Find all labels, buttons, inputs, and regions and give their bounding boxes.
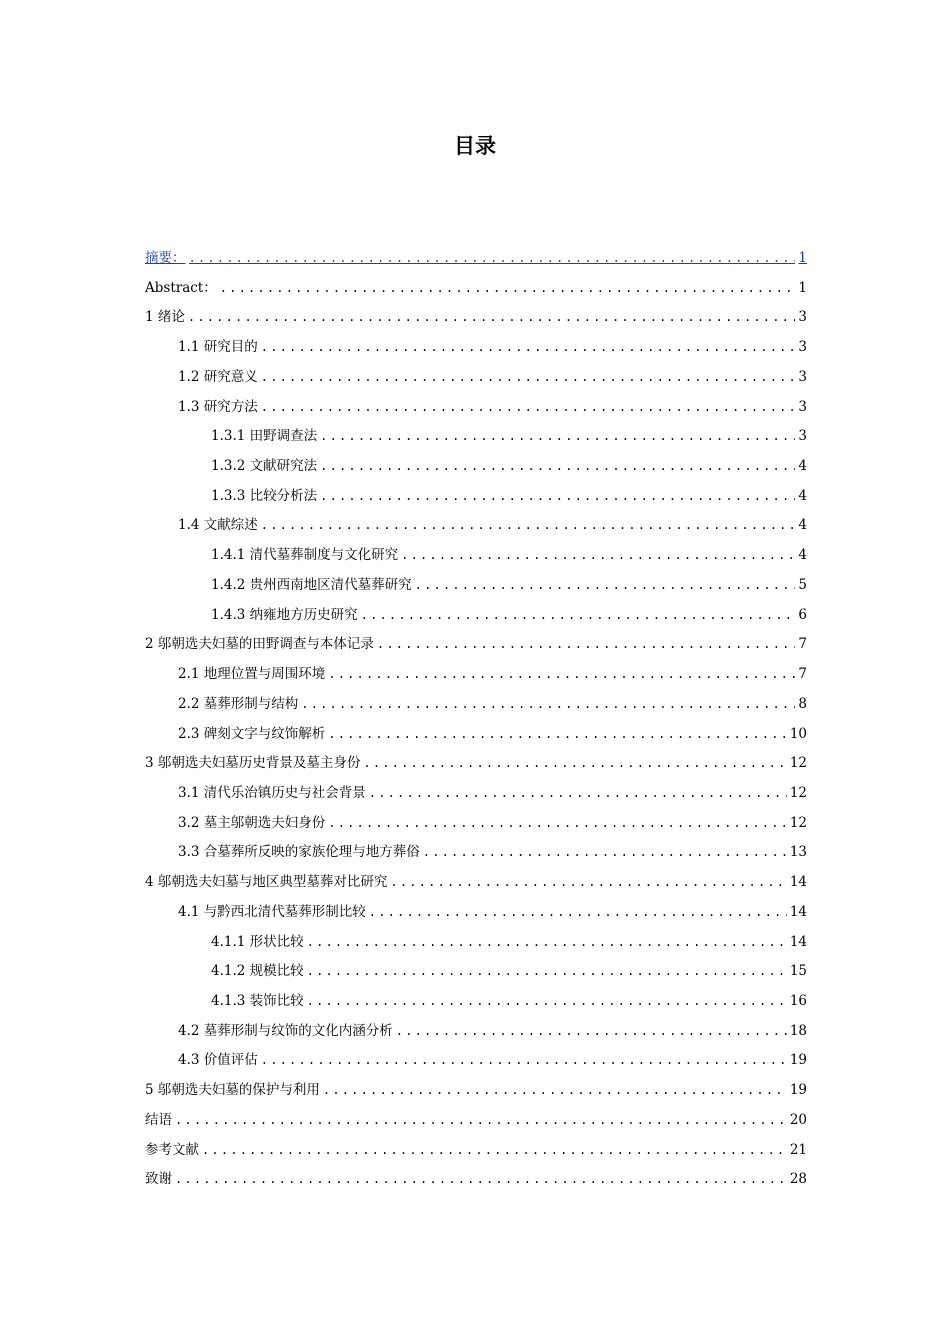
- toc-entry-page-number: 1: [798, 250, 807, 266]
- toc-entry[interactable]: [145, 422, 807, 452]
- toc-dot-leader: [361, 601, 796, 631]
- toc-dot-leader: [175, 1106, 787, 1136]
- toc-entry-title: 2.1 地理位置与周围环境: [178, 666, 326, 683]
- toc-entry[interactable]: [145, 749, 807, 779]
- toc-entry-page-number: 16: [789, 992, 807, 1009]
- toc-entry-title: 参考文献: [145, 1141, 199, 1158]
- toc-entry-title: 结语: [145, 1111, 172, 1128]
- toc-entry-page-number: 3: [798, 339, 807, 356]
- toc-entry-title: 5 邬朝选夫妇墓的保护与利用: [145, 1082, 320, 1099]
- page-title: 目录: [454, 134, 496, 158]
- toc-entry-page-number: 15: [789, 963, 807, 980]
- toc-entry-title: 3.3 合墓葬所反映的家族伦理与地方葬俗: [178, 844, 420, 861]
- toc-entry-title: 3 邬朝选夫妇墓历史背景及墓主身份: [145, 755, 361, 772]
- toc-dot-leader: [396, 1017, 787, 1047]
- toc-dot-leader: [415, 571, 796, 601]
- toc-dot-leader: [328, 809, 787, 839]
- toc-entry[interactable]: [145, 482, 807, 512]
- toc-entry-title: 4.1.1 形状比较: [211, 933, 304, 950]
- toc-entry[interactable]: [145, 393, 807, 423]
- toc-entry-title: 1.4.1 清代墓葬制度与文化研究: [211, 547, 399, 564]
- toc-entry-title: 3.1 清代乐治镇历史与社会背景: [178, 784, 366, 801]
- toc-entry-title: 1.2 研究意义: [178, 368, 258, 385]
- toc-entry-title: 3.2 墓主邬朝选夫妇身份: [178, 814, 326, 831]
- toc-entry-title: 1.3.3 比较分析法: [211, 487, 318, 504]
- toc-entry-title: 4.1.2 规模比较: [211, 963, 304, 980]
- toc-entry[interactable]: [145, 809, 807, 839]
- toc-entry-title: 2.3 碑刻文字与纹饰解析: [178, 725, 326, 742]
- toc-entry-page-number: 7: [798, 666, 807, 683]
- toc-entry[interactable]: [145, 987, 807, 1017]
- toc-entry-title: 摘要：: [145, 250, 186, 266]
- toc-dot-leader: [175, 1165, 787, 1195]
- toc-entry-page-number: 1: [798, 279, 807, 296]
- toc-entry-page-number: 28: [789, 1171, 807, 1188]
- toc-dot-leader: [307, 987, 787, 1017]
- toc-entry[interactable]: [145, 244, 807, 274]
- toc-dot-leader: [188, 303, 796, 333]
- toc-entry-page-number: 5: [798, 576, 807, 593]
- toc-dot-leader: [261, 333, 796, 363]
- toc-entry-page-number: 4: [798, 547, 807, 564]
- toc-dot-leader: [423, 838, 787, 868]
- toc-entry[interactable]: [145, 601, 807, 631]
- toc-dot-leader: [328, 720, 787, 750]
- toc-entry-page-number: 3: [798, 398, 807, 415]
- toc-entry-title: 1.4.3 纳雍地方历史研究: [211, 606, 358, 623]
- toc-dot-leader: [261, 511, 796, 541]
- toc-entry[interactable]: [145, 838, 807, 868]
- toc-dot-leader: [323, 1076, 787, 1106]
- toc-entry-page-number: 4: [798, 517, 807, 534]
- toc-entry-page-number: 12: [789, 784, 807, 801]
- toc-entry-page-number: 19: [789, 1052, 807, 1069]
- toc-entry[interactable]: [145, 690, 807, 720]
- toc-entry-page-number: 14: [789, 933, 807, 950]
- toc-dot-leader: [369, 779, 787, 809]
- toc-entry-page-number: 13: [789, 844, 807, 861]
- toc-entry[interactable]: [145, 571, 807, 601]
- toc-entry-title: 2 邬朝选夫妇墓的田野调查与本体记录: [145, 636, 374, 653]
- toc-dot-leader: [401, 541, 795, 571]
- toc-entry-title: 1 绪论: [145, 309, 185, 326]
- toc-entry-page-number: 4: [798, 458, 807, 475]
- toc-entry-page-number: 3: [798, 309, 807, 326]
- toc-entry-page-number: 18: [789, 1022, 807, 1039]
- toc-dot-leader: [363, 749, 786, 779]
- toc-dot-leader: [220, 274, 796, 304]
- toc-dot-leader: [320, 422, 795, 452]
- toc-dot-leader: [189, 244, 796, 274]
- toc-entry-page-number: 12: [789, 814, 807, 831]
- toc-entry-title: 4.1 与黔西北清代墓葬形制比较: [178, 903, 366, 920]
- toc-entry[interactable]: [145, 1076, 807, 1106]
- toc-entry-page-number: 4: [798, 487, 807, 504]
- toc-entry-page-number: 14: [789, 874, 807, 891]
- toc-entry[interactable]: [145, 660, 807, 690]
- table-of-contents: [145, 244, 807, 1195]
- toc-dot-leader: [377, 630, 796, 660]
- toc-entry[interactable]: [145, 1165, 807, 1195]
- toc-entry-title: 4.1.3 装饰比较: [211, 992, 304, 1009]
- toc-entry[interactable]: [145, 720, 807, 750]
- toc-entry-page-number: 3: [798, 368, 807, 385]
- toc-dot-leader: [261, 363, 796, 393]
- toc-entry-page-number: 3: [798, 428, 807, 445]
- toc-dot-leader: [307, 928, 787, 958]
- toc-entry[interactable]: [145, 928, 807, 958]
- toc-entry-title: 致谢: [145, 1171, 172, 1188]
- toc-dot-leader: [301, 690, 795, 720]
- toc-entry-title: 1.3 研究方法: [178, 398, 258, 415]
- toc-dot-leader: [307, 957, 787, 987]
- toc-entry-page-number: 14: [789, 903, 807, 920]
- toc-dot-leader: [261, 1046, 787, 1076]
- toc-entry-title: 4 邬朝选夫妇墓与地区典型墓葬对比研究: [145, 874, 388, 891]
- toc-entry[interactable]: [145, 868, 807, 898]
- toc-entry[interactable]: [145, 779, 807, 809]
- toc-entry-page-number: 6: [798, 606, 807, 623]
- toc-entry-title: 1.4 文献综述: [178, 517, 258, 534]
- toc-entry-title: 1.1 研究目的: [178, 339, 258, 356]
- toc-dot-leader: [202, 1136, 787, 1166]
- toc-entry-page-number: 12: [789, 755, 807, 772]
- toc-entry[interactable]: [145, 303, 807, 333]
- toc-entry-title: 1.3.1 田野调查法: [211, 428, 318, 445]
- toc-entry-page-number: 19: [789, 1082, 807, 1099]
- toc-dot-leader: [369, 898, 787, 928]
- toc-entry-title: Abstract：: [145, 279, 217, 296]
- toc-entry[interactable]: [145, 630, 807, 660]
- toc-entry-page-number: 7: [798, 636, 807, 653]
- toc-dot-leader: [320, 482, 795, 512]
- toc-entry[interactable]: [145, 452, 807, 482]
- toc-entry-title: 4.3 价值评估: [178, 1052, 258, 1069]
- toc-entry-page-number: 8: [798, 695, 807, 712]
- toc-entry[interactable]: [145, 274, 807, 304]
- toc-dot-leader: [320, 452, 795, 482]
- toc-entry-title: 1.4.2 贵州西南地区清代墓葬研究: [211, 576, 412, 593]
- toc-entry[interactable]: [145, 1136, 807, 1166]
- toc-entry-page-number: 10: [789, 725, 807, 742]
- toc-entry[interactable]: [145, 511, 807, 541]
- toc-entry[interactable]: [145, 363, 807, 393]
- toc-entry[interactable]: [145, 1017, 807, 1047]
- toc-entry[interactable]: [145, 898, 807, 928]
- toc-entry-page-number: 20: [789, 1111, 807, 1128]
- toc-entry[interactable]: [145, 333, 807, 363]
- toc-entry[interactable]: [145, 1106, 807, 1136]
- toc-entry-title: 2.2 墓葬形制与结构: [178, 695, 299, 712]
- toc-entry[interactable]: [145, 957, 807, 987]
- toc-dot-leader: [261, 393, 796, 423]
- toc-entry[interactable]: [145, 541, 807, 571]
- toc-entry-title: 4.2 墓葬形制与纹饰的文化内涵分析: [178, 1022, 393, 1039]
- toc-dot-leader: [390, 868, 786, 898]
- toc-entry[interactable]: [145, 1046, 807, 1076]
- toc-entry-title: 1.3.2 文献研究法: [211, 458, 318, 475]
- toc-entry-page-number: 21: [789, 1141, 807, 1158]
- toc-dot-leader: [328, 660, 795, 690]
